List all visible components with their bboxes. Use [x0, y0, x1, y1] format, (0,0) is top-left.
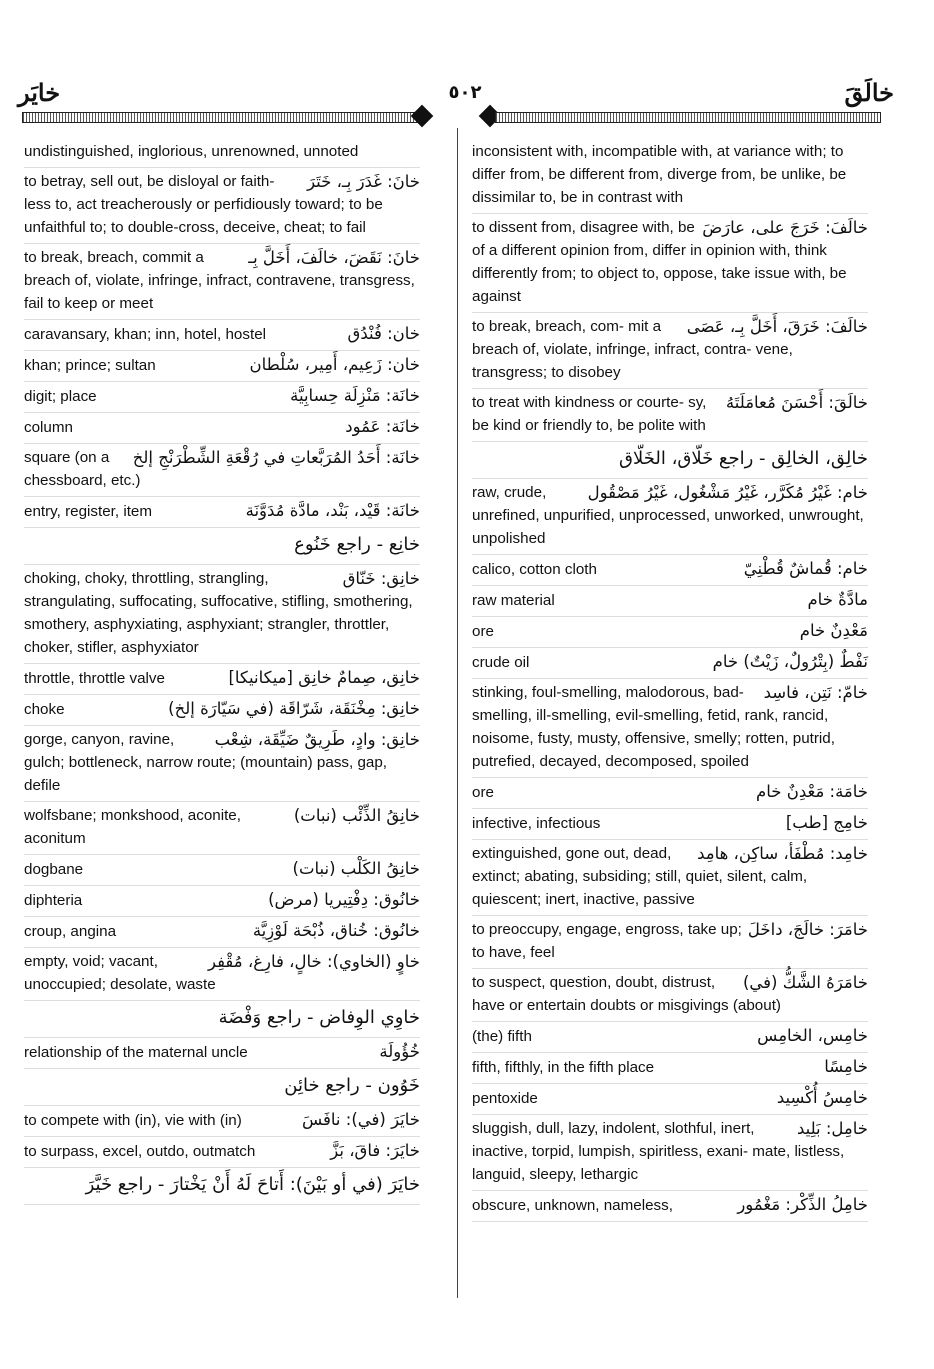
arabic-term: خانِقُ الذِّئْب (نبات)	[293, 806, 420, 825]
right-column	[472, 138, 868, 1222]
english-definition: to break, breach, commit a breach of, violate, infringe, infract, contravene, transgress, fail to keep or meet	[24, 249, 415, 312]
english-definition: crude oil	[472, 654, 530, 671]
english-definition: to betray, sell out, be disloyal or faith- less to, act treacherously or perfidiously toward; to be unfaithful to; to double-cross, deceive, cheat; to fail	[24, 173, 383, 236]
english-definition: digit; place	[24, 388, 97, 405]
arabic-term: خامِلُ الذِّكْر: مَغْمُور	[737, 1195, 868, 1214]
arabic-term: خانَة: أَحَدُ المُرَبَّعاتِ في رُقْعَةِ الشِّطْرَنْجِ إلخ	[132, 448, 420, 467]
arabic-term: خانُوق: دِفْتِيريا (مرض)	[268, 890, 420, 909]
english-definition: khan; prince; sultan	[24, 357, 156, 374]
arabic-term: خامّ: نَتِن، فاسِد	[763, 683, 868, 702]
cross-reference: خاوِي الوِفاض - راجع وَفْضَة	[218, 1007, 420, 1028]
dictionary-entry	[472, 840, 868, 916]
dictionary-entry	[24, 351, 420, 382]
dictionary-entry	[472, 313, 868, 389]
dictionary-entry	[24, 1137, 420, 1168]
arabic-term: خانِق: وادٍ، طَرِيقٌ ضَيِّقَة، شِعْب	[214, 730, 420, 749]
dictionary-entry	[472, 969, 868, 1022]
english-definition: gorge, canyon, ravine, gulch; bottleneck, narrow route; (mountain) pass, gap, defile	[24, 731, 388, 794]
dictionary-entry	[472, 1053, 868, 1084]
arabic-term: مَعْدِنٌ خام	[799, 621, 868, 640]
arabic-term: خامَة: مَعْدِنٌ خام	[756, 782, 868, 801]
arabic-term: خانَة: قَيْد، بَنْد، مادَّة مُدَوَّنَة	[245, 501, 420, 520]
arabic-term: خامَرَهُ الشَّكُّ (في)	[742, 973, 868, 992]
english-definition: extinguished, gone out, dead, extinct; abating, subsiding; still, quiet, silent, calm, quiescent; inert, inactive, passive	[472, 845, 808, 908]
arabic-term: خالَفَ: خَرَقَ، أَخَلَّ بِـ، عَصَى	[686, 317, 868, 336]
english-definition: stinking, foul-smelling, malodorous, bad-smelling, ill-smelling, evil-smelling, fetid, rank, rancid, noisome, fusty, musty, offensive, smelly; rotten, putrid, putrefied, decayed, decomposed, spoiled	[472, 684, 835, 770]
arabic-term: خالَقَ: أَحْسَنَ مُعامَلَتَهُ	[725, 393, 868, 412]
header-rule-left	[22, 112, 420, 123]
english-definition: column	[24, 419, 73, 436]
dictionary-entry	[24, 1001, 420, 1038]
dictionary-entry	[24, 948, 420, 1001]
dictionary-entry	[472, 1084, 868, 1115]
dictionary-entry	[472, 389, 868, 442]
english-definition: to dissent from, disagree with, be of a different opinion from, differ in opinion with, think differently from; to object to, oppose, take issue with, be against	[472, 219, 847, 305]
dictionary-entry	[472, 479, 868, 555]
english-definition: (the) fifth	[472, 1028, 532, 1045]
english-definition: to compete with (in), vie with (in)	[24, 1112, 242, 1129]
arabic-term: خاوٍ (الخاوي): خالٍ، فارِغ، مُقْفِر	[207, 952, 420, 971]
dictionary-entry	[24, 168, 420, 244]
left-headword: خايَر	[18, 78, 61, 107]
arabic-term: خانَ: نَقَضَ، خالَفَ، أَخَلَّ بِـ	[248, 248, 420, 267]
english-definition: entry, register, item	[24, 503, 153, 520]
arabic-term: خايَرَ (في): نافَسَ	[301, 1110, 420, 1129]
english-definition: raw material	[472, 592, 555, 609]
english-definition: choke	[24, 701, 65, 718]
english-definition: obscure, unknown, nameless,	[472, 1197, 673, 1214]
dictionary-entry	[472, 679, 868, 778]
english-definition: empty, void; vacant, unoccupied; desolate, waste	[24, 953, 216, 993]
dictionary-entry	[472, 214, 868, 313]
dictionary-entry	[472, 916, 868, 969]
arabic-term: خانِق: خَنّاق	[342, 569, 420, 588]
dictionary-entry	[24, 695, 420, 726]
dictionary-entry	[472, 617, 868, 648]
english-definition: fifth, fifthly, in the fifth place	[472, 1059, 655, 1076]
arabic-term: خانَة: عَمُود	[345, 417, 420, 436]
arabic-term: خانَة: مَنْزِلَة حِسابِيَّة	[290, 386, 420, 405]
dictionary-entry	[24, 413, 420, 444]
english-definition: infective, infectious	[472, 815, 601, 832]
arabic-term: خالَفَ: خَرَجَ على، عارَضَ	[702, 218, 868, 237]
dictionary-entry	[24, 802, 420, 855]
arabic-term: خانِق، صِمامٌ خانِق [ميكانيكا]	[228, 668, 420, 687]
dictionary-entry	[472, 1022, 868, 1053]
english-definition: ore	[472, 784, 494, 801]
arabic-term: خامِل: بَلِيد	[796, 1119, 868, 1138]
arabic-term: خام: غَيْرُ مُكَرَّر، غَيْرُ مَشْغُول، غَيْرُ مَصْقُول	[587, 483, 868, 502]
english-definition: to break, breach, com- mit a breach of, violate, infringe, infract, contra- vene, transgress; to disobey	[472, 318, 793, 381]
cross-reference: خَوُون - راجع خائِن	[284, 1075, 420, 1096]
dictionary-entry	[472, 586, 868, 617]
dictionary-entry	[472, 778, 868, 809]
dictionary-entry	[24, 444, 420, 497]
dictionary-entry	[472, 442, 868, 479]
dictionary-entry	[472, 555, 868, 586]
cross-reference: خايَرَ (في أو بَيْنَ): أَتاحَ لَهُ أَنْ يَخْتارَ - راجع خَيَّرَ	[85, 1174, 420, 1195]
dictionary-entry	[24, 886, 420, 917]
page-number: ٥٠٢	[448, 82, 482, 103]
english-definition: dogbane	[24, 861, 84, 878]
dictionary-entry	[472, 138, 868, 214]
dictionary-entry	[472, 1115, 868, 1191]
arabic-term: خامَرَ: خالَجَ، داخَلَ	[747, 920, 868, 939]
english-definition: inconsistent with, incompatible with, at variance with; to differ from, be different from, diverge from, be unlike, be dissimilar to, be in contrast with	[472, 143, 847, 206]
arabic-term: خانَ: غَدَرَ بِـ، خَتَرَ	[307, 172, 420, 191]
dictionary-entry	[472, 809, 868, 840]
dictionary-entry	[24, 1168, 420, 1205]
arabic-term: خامِج [طب]	[785, 813, 868, 832]
arabic-term: خان: فُنْدُق	[347, 324, 420, 343]
english-definition: calico, cotton cloth	[472, 561, 597, 578]
english-definition: choking, choky, throttling, strangling, strangulating, suffocating, suffocative, stifling, smothering, smothery, asphyxiating, asphyxiant; strangler, throttler, choker, stifler, asphyxiator	[24, 570, 413, 656]
dictionary-entry	[24, 382, 420, 413]
english-definition: relationship of the maternal uncle	[24, 1044, 248, 1061]
dictionary-entry	[24, 855, 420, 886]
arabic-term: خُؤُولَة	[379, 1042, 420, 1061]
arabic-term: نَفْطٌ (بِتْرُولٌ، زَيْتٌ) خام	[712, 652, 868, 671]
english-definition: croup, angina	[24, 923, 117, 940]
arabic-term: خانِقُ الكَلْب (نبات)	[292, 859, 420, 878]
dictionary-entry	[24, 1038, 420, 1069]
arabic-term: خامِس، الخامِس	[757, 1026, 868, 1045]
dictionary-entry	[24, 320, 420, 351]
english-definition: square (on a chessboard, etc.)	[24, 449, 141, 489]
dictionary-entry	[24, 244, 420, 320]
english-definition: to preoccupy, engage, engross, take up; to have, feel	[472, 921, 742, 961]
english-definition: to surpass, excel, outdo, outmatch	[24, 1143, 256, 1160]
left-column	[24, 138, 420, 1205]
arabic-term: خايَرَ: فاقَ، بَزَّ	[330, 1141, 420, 1160]
cross-reference: خانِع - راجع خَنُوع	[294, 534, 420, 555]
header-rule-right	[495, 112, 881, 123]
dictionary-entry	[24, 917, 420, 948]
dictionary-entry	[24, 1069, 420, 1106]
english-definition: throttle, throttle valve	[24, 670, 165, 687]
english-definition: wolfsbane; monkshood, aconite, aconitum	[24, 807, 241, 847]
dictionary-entry	[24, 664, 420, 695]
english-definition: diphteria	[24, 892, 83, 909]
english-definition: ore	[472, 623, 494, 640]
cross-reference: خالِق، الخالِق - راجع خَلّاق، الخَلّاق	[619, 448, 868, 469]
dictionary-entry	[24, 565, 420, 664]
arabic-term: خانِق: مِخْنَقَة، شَرّاقَة (في سَيّارَة إلخ)	[168, 699, 420, 718]
diamond-ornament-left	[411, 105, 434, 128]
dictionary-entry	[472, 1191, 868, 1222]
english-definition: to treat with kindness or courte- sy, be kind or friendly to, be polite with	[472, 394, 707, 434]
arabic-term: خان: زَعِيم، أَمِير، سُلْطان	[249, 355, 420, 374]
english-definition: sluggish, dull, lazy, indolent, slothful, inert, inactive, torpid, lumpish, spiritless, exani- mate, listless, languid, sleepy, lethargic	[472, 1120, 845, 1183]
english-definition: raw, crude, unrefined, unpurified, unprocessed, unworked, unwrought, unpolished	[472, 484, 864, 547]
arabic-term: خام: قُماشٌ قُطْنِيّ	[743, 559, 868, 578]
column-divider	[457, 128, 458, 1298]
arabic-term: خامِسًا	[824, 1057, 868, 1076]
dictionary-entry	[24, 497, 420, 528]
right-headword: خالَقَ	[844, 78, 894, 107]
dictionary-entry	[24, 726, 420, 802]
english-definition: caravansary, khan; inn, hotel, hostel	[24, 326, 267, 343]
arabic-term: خانُوق: خُناق، ذُبْحَة لَوْزِيَّة	[252, 921, 420, 940]
arabic-term: مادَّةٌ خام	[807, 590, 868, 609]
english-definition: to suspect, question, doubt, distrust, have or entertain doubts or misgivings (about)	[472, 974, 781, 1014]
english-definition: undistinguished, inglorious, unrenowned, unnoted	[24, 143, 359, 160]
dictionary-entry	[24, 528, 420, 565]
dictionary-entry	[24, 138, 420, 168]
dictionary-entry	[472, 648, 868, 679]
english-definition: pentoxide	[472, 1090, 538, 1107]
dictionary-entry	[24, 1106, 420, 1137]
arabic-term: خامِسُ أُكْسِيد	[776, 1088, 868, 1107]
arabic-term: خامِد: مُطْفَأ، ساكِن، هامِد	[697, 844, 868, 863]
